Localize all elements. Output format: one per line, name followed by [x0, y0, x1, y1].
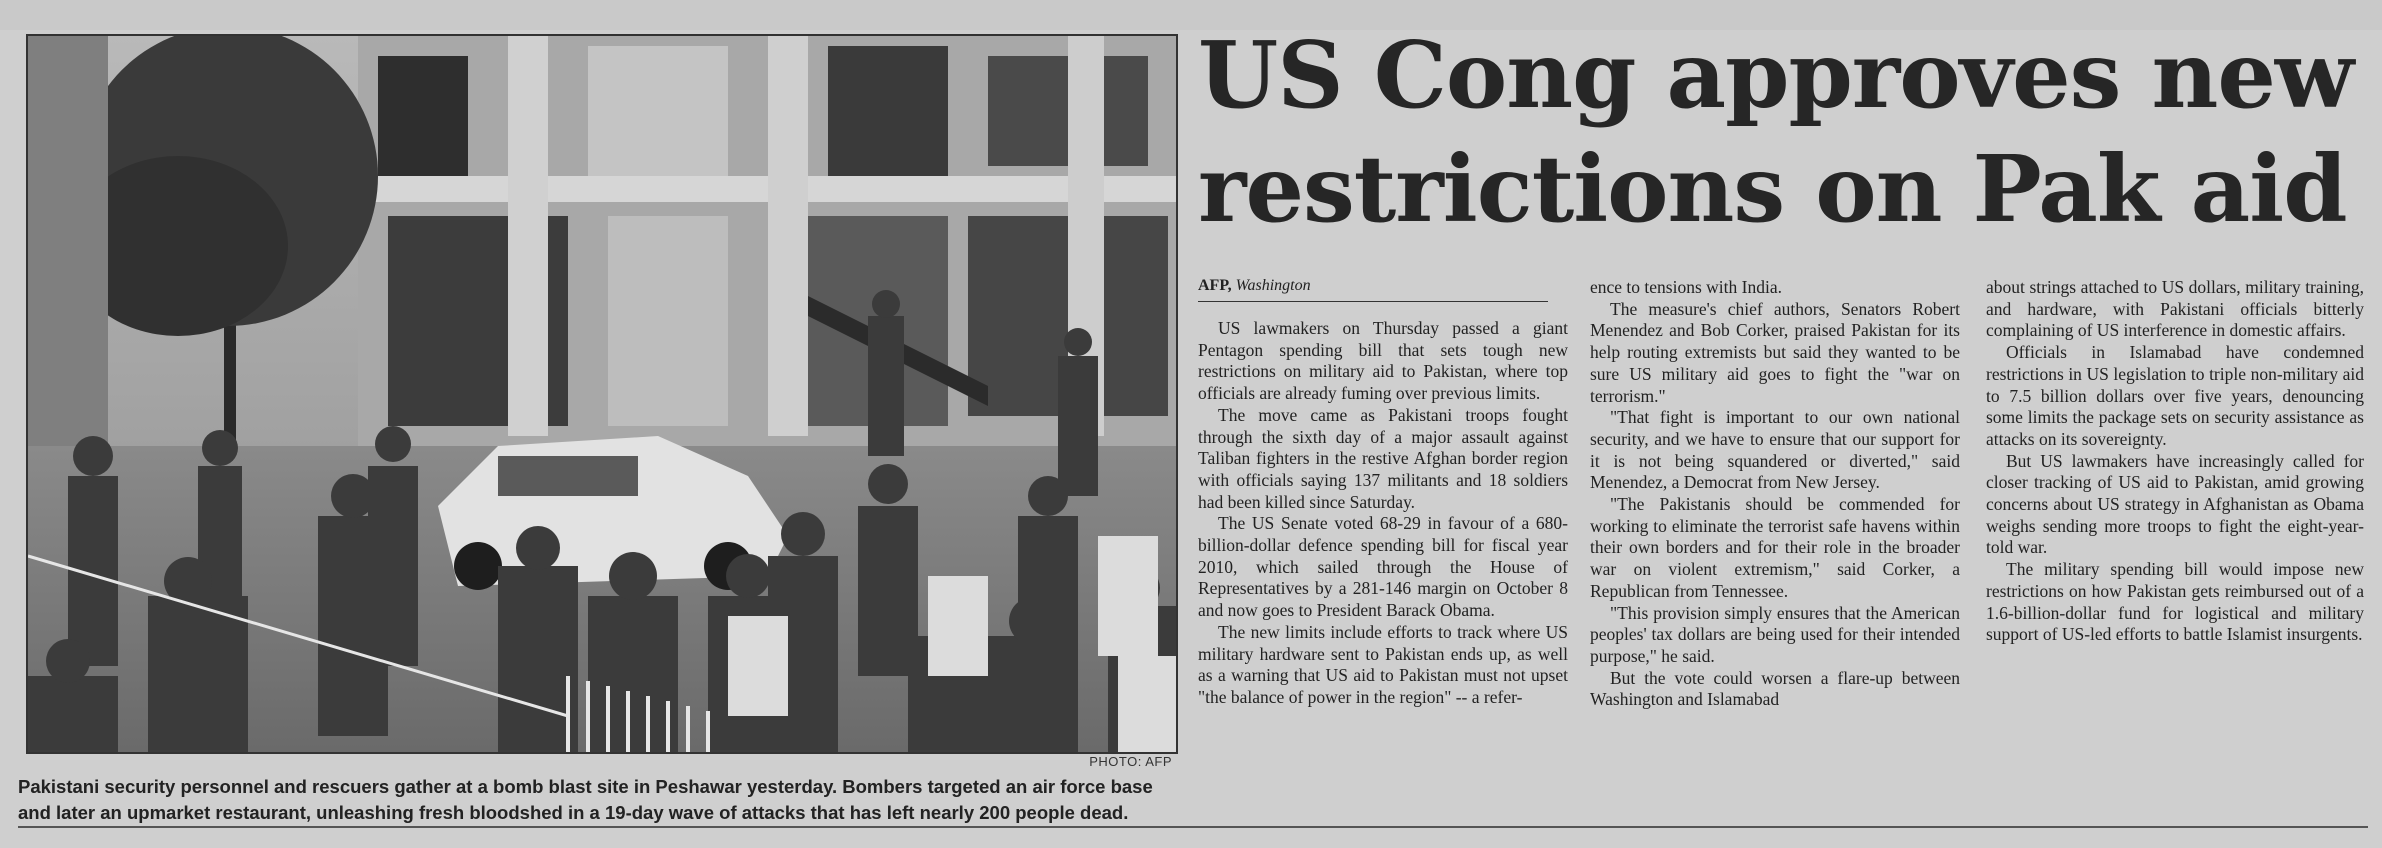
news-photo: [26, 34, 1178, 754]
paragraph: The move came as Pakistani troops fought through the sixth day of a major assault against Taliban fighters in the restive Afghan border region with officials saying 137 militants and 18 soldiers had been killed since Saturday.: [1198, 404, 1568, 512]
article-column-1: [1198, 318, 1568, 709]
photo-caption: Pakistani security personnel and rescuers gather at a bomb blast site in Peshawar yesterday. Bombers targeted an air force base and later an upmarket restaurant, unleashing fresh bloodshed in a 19-day wave of attacks that has left nearly 200 people dead.: [18, 776, 1153, 823]
paragraph: about strings attached to US dollars, military training, and hardware, with Pakistani officials bitterly complaining of US interference in domestic affairs.: [1986, 277, 2364, 341]
paragraph: The new limits include efforts to track where US military hardware sent to Pakistan ends up, as well as a warning that US aid to Pakistan must not upset "the balance of power in the region" -- a refer-: [1198, 621, 1568, 707]
paragraph: "The Pakistanis should be commended for working to eliminate the terrorist safe havens within their own borders and for their role in the broader war on violent extremism," said Corker, a Republican from Tennessee.: [1590, 494, 1960, 601]
article-column-2: [1590, 277, 1960, 711]
photo-credit: PHOTO: AFP: [1089, 754, 1172, 769]
byline-location: Washington: [1235, 277, 1311, 294]
paragraph: The US Senate voted 68-29 in favour of a 680-billion-dollar defence spending bill for fiscal year 2010, which sailed through the House of Representatives by a 281-146 margin on October 8 and now goes to President Barack Obama.: [1198, 513, 1568, 621]
bottom-rule: [18, 826, 2368, 828]
paragraph: "That fight is important to our own national security, and we have to ensure that our support for it is not being squandered or diverted," said Menendez, a Democrat from New Jersey.: [1590, 407, 1960, 493]
paragraph: ence to tensions with India.: [1590, 277, 1782, 297]
article-column-3: [1986, 277, 2364, 646]
byline-rule: [1198, 301, 1548, 302]
paragraph: "This provision simply ensures that the American peoples' tax dollars are being used for their intended purpose," he said.: [1590, 602, 1960, 666]
paragraph: But US lawmakers have increasingly called for closer tracking of US aid to Pakistan, amid growing concerns about US strategy in Afghanistan as Obama weighs sending more troops to fight the eight-year-told war.: [1986, 450, 2364, 558]
headline: US Cong approves new restrictions on Pak aid: [1198, 21, 2354, 243]
paragraph: US lawmakers on Thursday passed a giant Pentagon spending bill that sets tough new restrictions on military aid to Pakistan, where top officials are already fuming over previous limits.: [1198, 318, 1568, 404]
paragraph: The military spending bill would impose new restrictions on how Pakistan gets reimbursed out of a 1.6-billion-dollar fund for logistical and military support of US-led efforts to battle Islamist insurgents.: [1986, 559, 2364, 645]
byline: [1198, 277, 1548, 295]
paragraph: But the vote could worsen a flare-up between Washington and Islamabad: [1590, 667, 1960, 710]
paragraph: The measure's chief authors, Senators Robert Menendez and Bob Corker, praised Pakistan for its help routing extremists but said they wanted to be sure US military aid goes to fight the "war on terrorism.": [1590, 298, 1960, 406]
paragraph: Officials in Islamabad have condemned restrictions in US legislation to triple non-military aid to 7.5 billion dollars over five years, denouncing some limits the package sets on security assistance as attacks on its sovereignty.: [1986, 342, 2364, 449]
byline-agency: AFP,: [1198, 277, 1232, 294]
